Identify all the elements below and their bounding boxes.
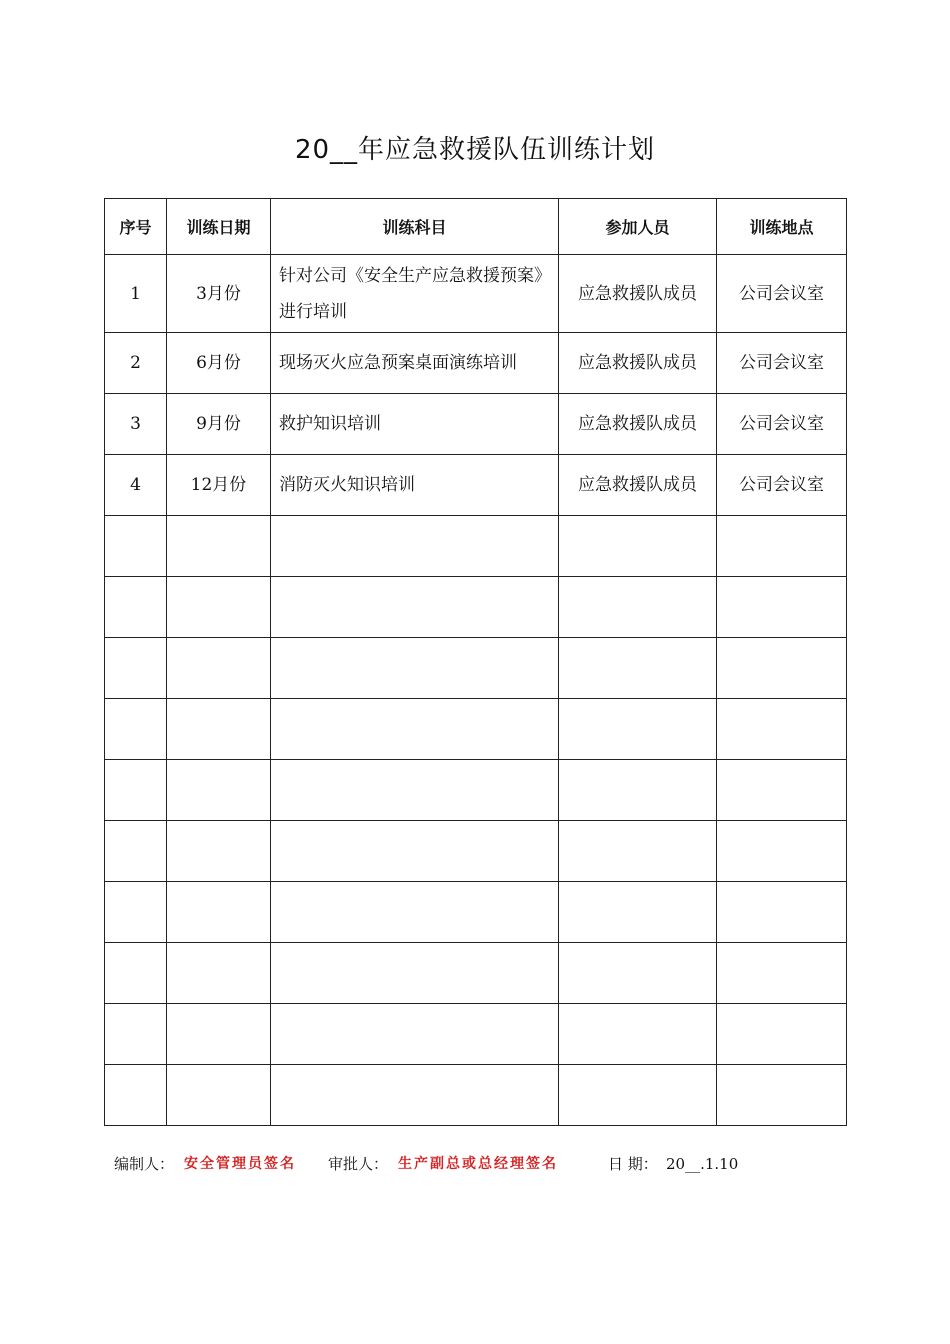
empty-cell	[717, 638, 847, 699]
empty-table-row	[105, 943, 847, 1004]
cell-date: 6月份	[167, 333, 271, 394]
empty-table-row	[105, 577, 847, 638]
table-header-row	[105, 199, 847, 255]
compiler-label: 编制人：	[114, 1155, 175, 1173]
approver-label: 审批人：	[328, 1155, 389, 1173]
approver-signature: 生产副总或总经理签名	[398, 1156, 558, 1172]
cell-subject: 救护知识培训	[271, 394, 559, 455]
training-plan-table	[104, 198, 847, 1126]
empty-cell	[167, 516, 271, 577]
table-row	[105, 333, 847, 394]
cell-participants: 应急救援队成员	[559, 455, 717, 516]
empty-cell	[717, 1065, 847, 1126]
empty-table-row	[105, 760, 847, 821]
empty-table-row	[105, 516, 847, 577]
empty-cell	[167, 638, 271, 699]
empty-cell	[105, 943, 167, 1004]
cell-participants: 应急救援队成员	[559, 255, 717, 333]
cell-participants: 应急救援队成员	[559, 333, 717, 394]
empty-table-row	[105, 1065, 847, 1126]
empty-cell	[167, 760, 271, 821]
empty-table-row	[105, 1004, 847, 1065]
empty-cell	[271, 760, 559, 821]
empty-cell	[105, 1004, 167, 1065]
empty-cell	[559, 821, 717, 882]
table-row	[105, 255, 847, 333]
empty-cell	[167, 882, 271, 943]
cell-seq: 1	[105, 255, 167, 333]
empty-cell	[717, 516, 847, 577]
header-location: 训练地点	[717, 199, 847, 255]
empty-cell	[167, 577, 271, 638]
header-date: 训练日期	[167, 199, 271, 255]
empty-cell	[167, 1065, 271, 1126]
empty-cell	[717, 699, 847, 760]
empty-cell	[717, 882, 847, 943]
empty-cell	[559, 516, 717, 577]
empty-cell	[105, 760, 167, 821]
empty-cell	[167, 821, 271, 882]
empty-cell	[167, 943, 271, 1004]
empty-cell	[271, 1065, 559, 1126]
table-row	[105, 394, 847, 455]
header-seq: 序号	[105, 199, 167, 255]
header-subject: 训练科目	[271, 199, 559, 255]
cell-location: 公司会议室	[717, 394, 847, 455]
empty-cell	[105, 516, 167, 577]
empty-cell	[559, 1065, 717, 1126]
empty-table-row	[105, 882, 847, 943]
blank-rows	[105, 516, 847, 1126]
empty-cell	[559, 760, 717, 821]
empty-cell	[271, 1004, 559, 1065]
empty-table-row	[105, 638, 847, 699]
cell-subject: 针对公司《安全生产应急救援预案》进行培训	[271, 255, 559, 333]
cell-location: 公司会议室	[717, 455, 847, 516]
empty-cell	[717, 1004, 847, 1065]
empty-cell	[167, 1004, 271, 1065]
empty-cell	[271, 882, 559, 943]
empty-cell	[271, 943, 559, 1004]
header-participants: 参加人员	[559, 199, 717, 255]
empty-cell	[271, 577, 559, 638]
empty-cell	[105, 821, 167, 882]
date-label: 日 期：	[608, 1155, 658, 1173]
empty-cell	[105, 882, 167, 943]
cell-seq: 2	[105, 333, 167, 394]
empty-cell	[559, 943, 717, 1004]
cell-location: 公司会议室	[717, 255, 847, 333]
empty-cell	[271, 516, 559, 577]
cell-subject: 现场灭火应急预案桌面演练培训	[271, 333, 559, 394]
empty-cell	[167, 699, 271, 760]
cell-date: 3月份	[167, 255, 271, 333]
empty-cell	[717, 943, 847, 1004]
cell-location: 公司会议室	[717, 333, 847, 394]
empty-cell	[105, 638, 167, 699]
cell-date: 12月份	[167, 455, 271, 516]
empty-cell	[105, 1065, 167, 1126]
empty-cell	[717, 821, 847, 882]
cell-date: 9月份	[167, 394, 271, 455]
compiler-signature: 安全管理员签名	[184, 1156, 296, 1172]
date-value: 20__.1.10	[666, 1155, 739, 1173]
empty-cell	[271, 699, 559, 760]
empty-table-row	[105, 699, 847, 760]
empty-cell	[559, 638, 717, 699]
cell-subject: 消防灭火知识培训	[271, 455, 559, 516]
cell-seq: 4	[105, 455, 167, 516]
empty-cell	[559, 577, 717, 638]
empty-cell	[271, 821, 559, 882]
empty-cell	[559, 882, 717, 943]
empty-cell	[271, 638, 559, 699]
cell-seq: 3	[105, 394, 167, 455]
empty-cell	[559, 1004, 717, 1065]
signature-footer	[114, 1152, 834, 1176]
empty-cell	[105, 577, 167, 638]
empty-table-row	[105, 821, 847, 882]
table-row	[105, 455, 847, 516]
document-title: 20__年应急救援队伍训练计划	[294, 135, 656, 165]
cell-participants: 应急救援队成员	[559, 394, 717, 455]
empty-cell	[717, 577, 847, 638]
empty-cell	[717, 760, 847, 821]
empty-cell	[559, 699, 717, 760]
empty-cell	[105, 699, 167, 760]
